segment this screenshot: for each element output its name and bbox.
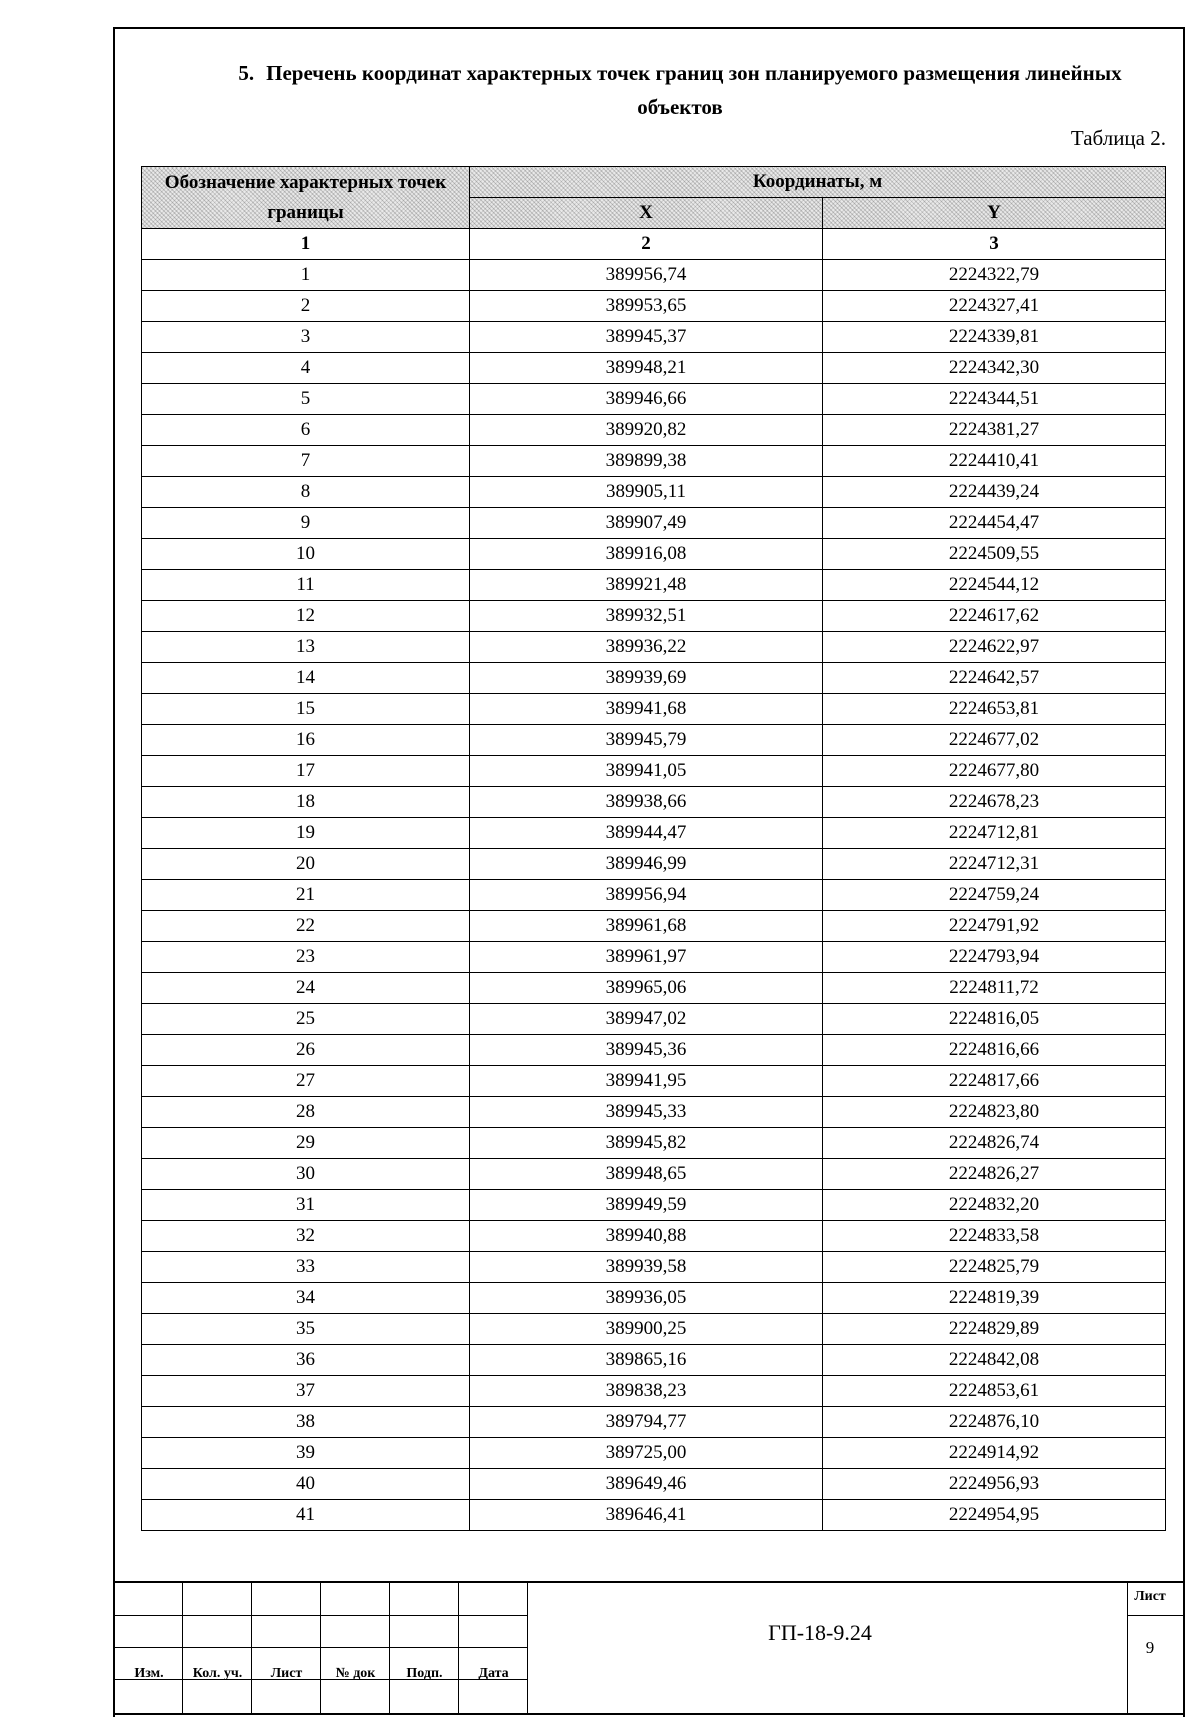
x-coordinate-cell: 389920,82: [470, 415, 823, 446]
table-row: [142, 1500, 1166, 1531]
table-row: [142, 477, 1166, 508]
x-coordinate-cell: 389794,77: [470, 1407, 823, 1438]
table-row: [142, 1035, 1166, 1066]
column-number: 1: [142, 229, 470, 260]
section-title: Перечень координат характерных точек границ зон планируемого размещения линейных объектов: [266, 61, 1122, 119]
table-row: [142, 384, 1166, 415]
y-coordinate-cell: 2224322,79: [823, 260, 1166, 291]
x-coordinate-cell: 389941,95: [470, 1066, 823, 1097]
x-coordinate-cell: 389953,65: [470, 291, 823, 322]
point-number-cell: 20: [142, 849, 470, 880]
label-change: Изм.: [134, 1666, 164, 1681]
point-number-cell: 10: [142, 539, 470, 570]
point-number-cell: 11: [142, 570, 470, 601]
table-row: [142, 601, 1166, 632]
y-coordinate-cell: 2224454,47: [823, 508, 1166, 539]
table-caption: Таблица 2.: [1070, 126, 1166, 150]
x-coordinate-cell: 389945,33: [470, 1097, 823, 1128]
x-coordinate-cell: 389945,79: [470, 725, 823, 756]
table-row: [142, 1221, 1166, 1252]
x-coordinate-cell: 389948,65: [470, 1159, 823, 1190]
table-row: [142, 1345, 1166, 1376]
document-code: ГП-18-9.24: [768, 1620, 872, 1645]
label-sheet: Лист: [270, 1666, 303, 1681]
y-coordinate-cell: 2224642,57: [823, 663, 1166, 694]
x-coordinate-cell: 389865,16: [470, 1345, 823, 1376]
point-number-cell: 34: [142, 1283, 470, 1314]
table-row: [142, 322, 1166, 353]
y-coordinate-cell: 2224677,02: [823, 725, 1166, 756]
point-number-cell: 21: [142, 880, 470, 911]
column-number: 2: [470, 229, 823, 260]
coordinates-table: [141, 166, 1166, 1531]
point-number-cell: 13: [142, 632, 470, 663]
x-coordinate-cell: 389949,59: [470, 1190, 823, 1221]
y-coordinate-cell: 2224816,05: [823, 1004, 1166, 1035]
sheet-label: Лист: [1134, 1589, 1166, 1604]
x-coordinate-cell: 389946,66: [470, 384, 823, 415]
point-number-cell: 15: [142, 694, 470, 725]
x-coordinate-cell: 389899,38: [470, 446, 823, 477]
point-number-cell: 32: [142, 1221, 470, 1252]
y-coordinate-cell: 2224712,31: [823, 849, 1166, 880]
table-row: [142, 1004, 1166, 1035]
point-number-cell: 26: [142, 1035, 470, 1066]
header-point-designation: Обозначение характерных точек границы: [142, 167, 470, 229]
y-coordinate-cell: 2224759,24: [823, 880, 1166, 911]
x-coordinate-cell: 389945,36: [470, 1035, 823, 1066]
point-number-cell: 22: [142, 911, 470, 942]
point-number-cell: 38: [142, 1407, 470, 1438]
label-date: Дата: [478, 1666, 509, 1681]
y-coordinate-cell: 2224653,81: [823, 694, 1166, 725]
point-number-cell: 14: [142, 663, 470, 694]
x-coordinate-cell: 389945,37: [470, 322, 823, 353]
table-row: [142, 539, 1166, 570]
x-coordinate-cell: 389936,05: [470, 1283, 823, 1314]
y-coordinate-cell: 2224833,58: [823, 1221, 1166, 1252]
x-coordinate-cell: 389939,58: [470, 1252, 823, 1283]
point-number-cell: 37: [142, 1376, 470, 1407]
point-number-cell: 6: [142, 415, 470, 446]
y-coordinate-cell: 2224791,92: [823, 911, 1166, 942]
table-row: [142, 1159, 1166, 1190]
x-coordinate-cell: 389965,06: [470, 973, 823, 1004]
x-coordinate-cell: 389725,00: [470, 1438, 823, 1469]
y-coordinate-cell: 2224956,93: [823, 1469, 1166, 1500]
table-row: [142, 1314, 1166, 1345]
point-number-cell: 35: [142, 1314, 470, 1345]
table-row: [142, 1376, 1166, 1407]
x-coordinate-cell: 389838,23: [470, 1376, 823, 1407]
x-coordinate-cell: 389907,49: [470, 508, 823, 539]
table-row: [142, 818, 1166, 849]
table-row: [142, 1283, 1166, 1314]
column-number: 3: [823, 229, 1166, 260]
y-coordinate-cell: 2224342,30: [823, 353, 1166, 384]
table-row: [142, 880, 1166, 911]
table-row: [142, 942, 1166, 973]
header-y: Y: [823, 198, 1166, 229]
table-row: [142, 1066, 1166, 1097]
y-coordinate-cell: 2224339,81: [823, 322, 1166, 353]
x-coordinate-cell: 389961,68: [470, 911, 823, 942]
table-row: [142, 1097, 1166, 1128]
table-row: [142, 353, 1166, 384]
x-coordinate-cell: 389932,51: [470, 601, 823, 632]
y-coordinate-cell: 2224954,95: [823, 1500, 1166, 1531]
point-number-cell: 28: [142, 1097, 470, 1128]
point-number-cell: 31: [142, 1190, 470, 1221]
y-coordinate-cell: 2224832,20: [823, 1190, 1166, 1221]
x-coordinate-cell: 389956,74: [470, 260, 823, 291]
y-coordinate-cell: 2224811,72: [823, 973, 1166, 1004]
point-number-cell: 24: [142, 973, 470, 1004]
x-coordinate-cell: 389946,99: [470, 849, 823, 880]
label-qty: Кол. уч.: [192, 1666, 243, 1681]
y-coordinate-cell: 2224327,41: [823, 291, 1166, 322]
x-coordinate-cell: 389947,02: [470, 1004, 823, 1035]
table-row: [142, 508, 1166, 539]
x-coordinate-cell: 389916,08: [470, 539, 823, 570]
point-number-cell: 1: [142, 260, 470, 291]
point-number-cell: 41: [142, 1500, 470, 1531]
table-row: [142, 1407, 1166, 1438]
y-coordinate-cell: 2224826,27: [823, 1159, 1166, 1190]
y-coordinate-cell: 2224876,10: [823, 1407, 1166, 1438]
y-coordinate-cell: 2224914,92: [823, 1438, 1166, 1469]
point-number-cell: 39: [142, 1438, 470, 1469]
y-coordinate-cell: 2224678,23: [823, 787, 1166, 818]
table-row: [142, 694, 1166, 725]
point-number-cell: 5: [142, 384, 470, 415]
y-coordinate-cell: 2224622,97: [823, 632, 1166, 663]
x-coordinate-cell: 389936,22: [470, 632, 823, 663]
table-row: [142, 446, 1166, 477]
point-number-cell: 33: [142, 1252, 470, 1283]
point-number-cell: 12: [142, 601, 470, 632]
table-row: [142, 756, 1166, 787]
label-doc-number: № док: [335, 1666, 376, 1681]
point-number-cell: 23: [142, 942, 470, 973]
y-coordinate-cell: 2224816,66: [823, 1035, 1166, 1066]
y-coordinate-cell: 2224817,66: [823, 1066, 1166, 1097]
y-coordinate-cell: 2224825,79: [823, 1252, 1166, 1283]
x-coordinate-cell: 389921,48: [470, 570, 823, 601]
x-coordinate-cell: 389941,68: [470, 694, 823, 725]
point-number-cell: 17: [142, 756, 470, 787]
y-coordinate-cell: 2224826,74: [823, 1128, 1166, 1159]
title-block: [113, 1581, 1185, 1715]
table-row: [142, 849, 1166, 880]
section-number: 5.: [238, 61, 255, 85]
table-body: [142, 229, 1166, 1531]
table-row: [142, 570, 1166, 601]
point-number-cell: 7: [142, 446, 470, 477]
y-coordinate-cell: 2224823,80: [823, 1097, 1166, 1128]
x-coordinate-cell: 389939,69: [470, 663, 823, 694]
point-number-cell: 4: [142, 353, 470, 384]
table-row: [142, 787, 1166, 818]
point-number-cell: 19: [142, 818, 470, 849]
table-row: [142, 291, 1166, 322]
y-coordinate-cell: 2224344,51: [823, 384, 1166, 415]
table-row: [142, 1438, 1166, 1469]
x-coordinate-cell: 389941,05: [470, 756, 823, 787]
x-coordinate-cell: 389945,82: [470, 1128, 823, 1159]
x-coordinate-cell: 389944,47: [470, 818, 823, 849]
table-row: [142, 725, 1166, 756]
point-number-cell: 29: [142, 1128, 470, 1159]
point-number-cell: 3: [142, 322, 470, 353]
section-heading: [200, 56, 1160, 124]
point-number-cell: 2: [142, 291, 470, 322]
x-coordinate-cell: 389938,66: [470, 787, 823, 818]
y-coordinate-cell: 2224410,41: [823, 446, 1166, 477]
header-x: X: [470, 198, 823, 229]
table-row: [142, 1190, 1166, 1221]
point-number-cell: 36: [142, 1345, 470, 1376]
table-row: [142, 911, 1166, 942]
y-coordinate-cell: 2224819,39: [823, 1283, 1166, 1314]
point-number-cell: 30: [142, 1159, 470, 1190]
y-coordinate-cell: 2224677,80: [823, 756, 1166, 787]
x-coordinate-cell: 389900,25: [470, 1314, 823, 1345]
x-coordinate-cell: 389905,11: [470, 477, 823, 508]
y-coordinate-cell: 2224617,62: [823, 601, 1166, 632]
label-signature: Подп.: [406, 1666, 443, 1681]
point-number-cell: 18: [142, 787, 470, 818]
point-number-cell: 16: [142, 725, 470, 756]
point-number-cell: 40: [142, 1469, 470, 1500]
point-number-cell: 9: [142, 508, 470, 539]
table-row: [142, 415, 1166, 446]
sheet-number: 9: [1145, 1638, 1155, 1657]
table-row: [142, 260, 1166, 291]
point-number-cell: 27: [142, 1066, 470, 1097]
x-coordinate-cell: 389649,46: [470, 1469, 823, 1500]
x-coordinate-cell: 389956,94: [470, 880, 823, 911]
x-coordinate-cell: 389646,41: [470, 1500, 823, 1531]
y-coordinate-cell: 2224509,55: [823, 539, 1166, 570]
y-coordinate-cell: 2224829,89: [823, 1314, 1166, 1345]
x-coordinate-cell: 389940,88: [470, 1221, 823, 1252]
y-coordinate-cell: 2224793,94: [823, 942, 1166, 973]
y-coordinate-cell: 2224439,24: [823, 477, 1166, 508]
y-coordinate-cell: 2224381,27: [823, 415, 1166, 446]
point-number-cell: 25: [142, 1004, 470, 1035]
column-number-row: [142, 229, 1166, 260]
point-number-cell: 8: [142, 477, 470, 508]
header-coordinates: Координаты, м: [470, 167, 1166, 198]
table-row: [142, 1252, 1166, 1283]
y-coordinate-cell: 2224853,61: [823, 1376, 1166, 1407]
y-coordinate-cell: 2224712,81: [823, 818, 1166, 849]
x-coordinate-cell: 389948,21: [470, 353, 823, 384]
y-coordinate-cell: 2224544,12: [823, 570, 1166, 601]
table-row: [142, 1469, 1166, 1500]
table-row: [142, 663, 1166, 694]
table-row: [142, 1128, 1166, 1159]
x-coordinate-cell: 389961,97: [470, 942, 823, 973]
table-row: [142, 973, 1166, 1004]
y-coordinate-cell: 2224842,08: [823, 1345, 1166, 1376]
table-row: [142, 632, 1166, 663]
